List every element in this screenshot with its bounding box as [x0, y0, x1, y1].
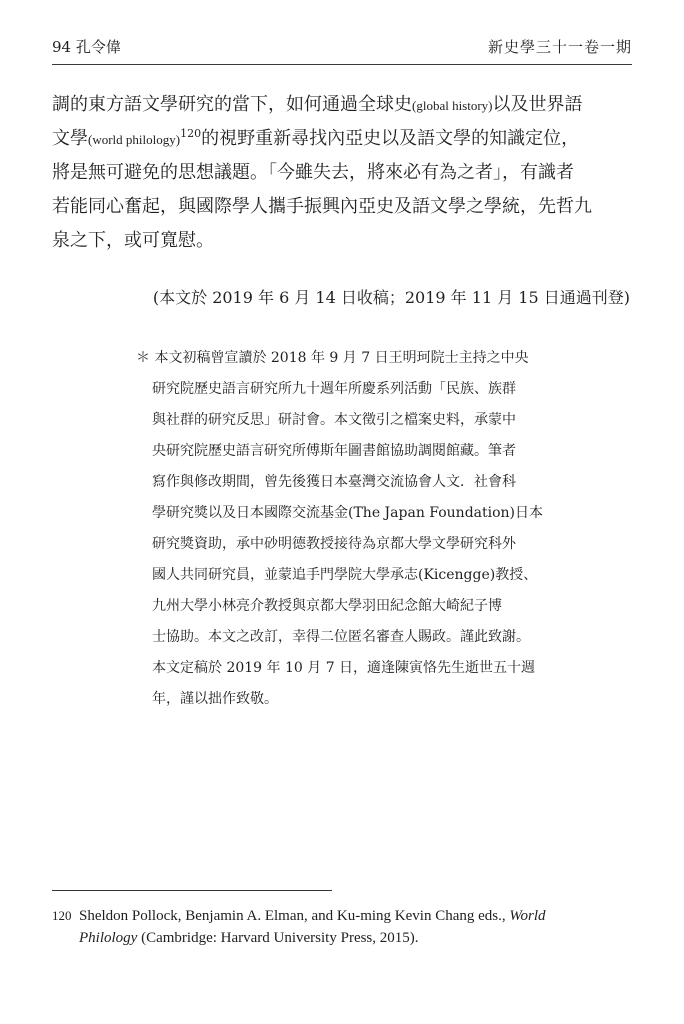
english-term: (world philology) [88, 132, 181, 147]
footnote-title: Philology [79, 930, 138, 946]
footnote-text: (Cambridge: Harvard University Press, 2015). [137, 930, 419, 946]
body-line: 將是無可避免的思想議題。「今雖失去，將來必有為之者」，有識者 [52, 162, 574, 183]
running-header [52, 36, 632, 58]
footnote-text: Sheldon Pollock, Benjamin A. Elman, and Ku-ming Kevin Chang eds., [79, 908, 510, 924]
author-name: 孔令偉 [75, 38, 121, 56]
journal-title: 新史學三十一卷一期 [487, 38, 632, 56]
body-text-segment: 文學 [52, 128, 88, 149]
header-rule [52, 64, 632, 65]
body-line [52, 88, 632, 122]
footnote-title: World [509, 908, 546, 924]
ack-line: 與社群的研究反思」研討會。本文徵引之檔案史料，承蒙中 [152, 412, 516, 428]
footnote-line [52, 904, 642, 927]
footnote-number: 120 [52, 908, 72, 923]
english-term: (global history) [412, 98, 493, 113]
ack-line: 研究獎資助，承中砂明德教授接待為京都大學文學研究科外 [152, 536, 516, 552]
body-text-segment: 以及世界語 [492, 94, 583, 115]
body-line: 若能同心奮起，與國際學人攜手振興內亞史及語文學之學統，先哲九 [52, 196, 592, 217]
body-paragraph [52, 88, 632, 258]
ack-line: 國人共同研究員，並蒙追手門學院大學承志(Kicengge)教授、 [152, 567, 538, 583]
footnote-line [52, 927, 642, 950]
ack-line: 寫作與修改期間，曾先後獲日本臺灣交流協會人文．社會科 [152, 474, 516, 490]
body-text-segment: 調的東方語文學研究的當下，如何通過全球史 [52, 94, 412, 115]
page-number: 94 [52, 38, 72, 56]
footnote-rule [52, 890, 332, 891]
ack-line: 學研究獎以及日本國際交流基金(The Japan Foundation)日本 [152, 505, 544, 521]
ack-line: 士協助。本文之改訂，幸得二位匿名審查人賜政。謹此致謝。 [152, 629, 530, 645]
ack-line: ＊ 本文初稿曾宣讀於 2018 年 9 月 7 日王明珂院士主持之中央 [136, 350, 529, 366]
body-text-segment: 的視野重新尋找內亞史以及語文學的知識定位， [201, 128, 580, 149]
ack-line: 本文定稿於 2019 年 10 月 7 日，適逢陳寅恪先生逝世五十週 [152, 660, 536, 676]
acknowledgement-note [136, 343, 632, 715]
ack-line: 年，謹以拙作致敬。 [152, 691, 278, 707]
footnote-120 [52, 904, 642, 950]
body-line [52, 122, 632, 156]
footnote-reference[interactable]: 120 [180, 127, 202, 140]
body-line: 泉之下，或可寬慰。 [52, 230, 214, 251]
submission-date-note: (本文於 2019 年 6 月 14 日收稿；2019 年 11 月 15 日通過刊登) [152, 288, 630, 307]
header-left [52, 36, 121, 58]
ack-line: 央研究院歷史語言研究所傅斯年圖書館協助調閱館藏。筆者 [152, 443, 516, 459]
ack-line: 九州大學小林亮介教授與京都大學羽田紀念館大崎紀子博 [152, 598, 502, 614]
ack-line: 研究院歷史語言研究所九十週年所慶系列活動「民族、族群 [152, 381, 516, 397]
